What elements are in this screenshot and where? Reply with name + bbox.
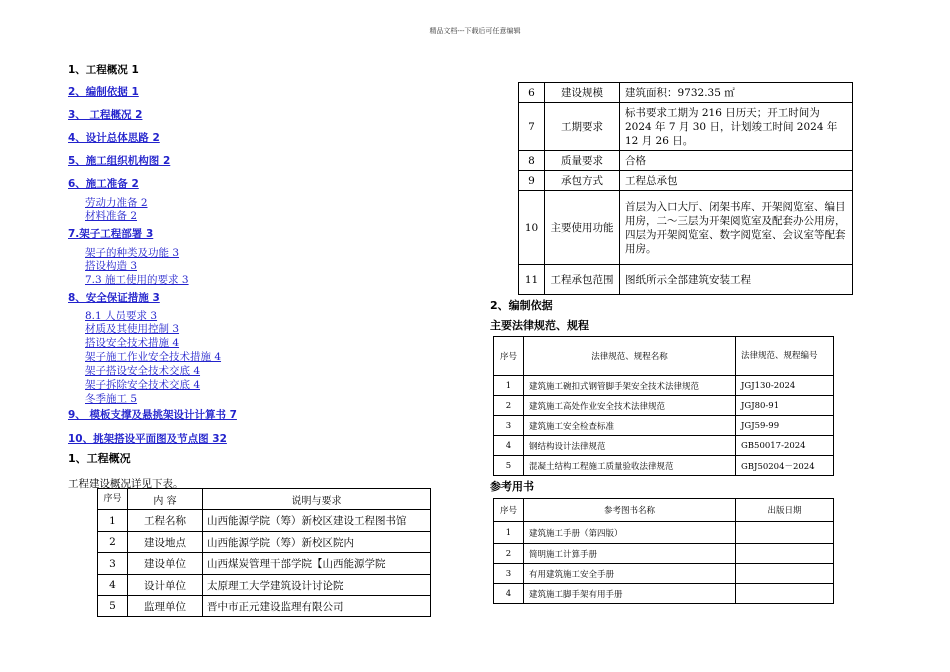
toc-subentry[interactable]: 架子拆除安全技术交底 4 xyxy=(85,379,201,391)
toc-subentry[interactable]: 搭设安全技术措施 4 xyxy=(85,337,180,349)
page-header: 精品文档---下载后可任意编辑 xyxy=(429,27,521,35)
col-header-name: 法律规范、规程名称 xyxy=(524,337,736,376)
table-cell: 质量要求 xyxy=(545,151,620,171)
table-cell: 11 xyxy=(519,265,545,295)
table-header-row xyxy=(494,499,834,522)
toc-subentry[interactable]: 架子的种类及功能 3 xyxy=(85,247,180,259)
toc-entry[interactable]: 6、施工准备 2 xyxy=(68,178,139,190)
table-cell: 建设单位 xyxy=(128,553,203,575)
table-cell: 钢结构设计法律规范 xyxy=(524,436,736,456)
table-cell xyxy=(736,584,834,604)
table-row xyxy=(98,596,431,617)
table-cell: 标书要求工期为 216 日历天；开工时间为 2024 年 7 月 30 日，计划竣工时间 2024 年 12 月 26 日。 xyxy=(620,103,853,151)
table-cell: 主要使用功能 xyxy=(545,191,620,265)
table-cell: 合格 xyxy=(620,151,853,171)
table-cell: 4 xyxy=(494,584,524,604)
table-cell: 有用建筑施工安全手册 xyxy=(524,564,736,584)
toc-subentry[interactable]: 8.1 人员要求 3 xyxy=(85,310,158,322)
table-cell: 建设规模 xyxy=(545,83,620,103)
toc-entry[interactable]: 3、 工程概况 2 xyxy=(68,109,143,121)
laws-heading: 主要法律规范、规程 xyxy=(490,319,589,332)
col-header-date: 出版日期 xyxy=(736,499,834,522)
table-cell: GB50017-2024 xyxy=(736,436,834,456)
table-cell: 8 xyxy=(519,151,545,171)
table-row xyxy=(494,416,834,436)
laws-table xyxy=(493,336,834,476)
table-row xyxy=(519,191,853,265)
table-cell: 山西能源学院（筹）新校区建设工程图书馆 xyxy=(203,510,431,532)
col-header-index: 序号 xyxy=(494,499,524,522)
table-cell: 太原理工大学建筑设计讨论院 xyxy=(203,575,431,596)
table-cell: 山西煤炭管理干部学院【山西能源学院 xyxy=(203,553,431,575)
table-row xyxy=(494,456,834,476)
table-cell: 晋中市正元建设监理有限公司 xyxy=(203,596,431,617)
toc-subentry[interactable]: 搭设构造 3 xyxy=(85,260,138,272)
table-cell: 1 xyxy=(494,522,524,544)
table-cell xyxy=(736,564,834,584)
section-1-heading: 1、工程概况 xyxy=(68,452,131,465)
table-cell xyxy=(736,544,834,564)
table-cell: 3 xyxy=(494,416,524,436)
toc-subentry[interactable]: 7.3 施工使用的要求 3 xyxy=(85,274,189,286)
table-header-row xyxy=(494,337,834,376)
table-cell: 10 xyxy=(519,191,545,265)
section-2-heading: 2、编制依据 xyxy=(490,299,553,312)
table-cell: 监理单位 xyxy=(128,596,203,617)
project-overview-table xyxy=(97,488,431,617)
table-row xyxy=(494,396,834,416)
table-row xyxy=(98,510,431,532)
col-header-title: 参考图书名称 xyxy=(524,499,736,522)
section-1-intro: 工程建设概况详见下表。 xyxy=(68,478,184,490)
col-header-item: 内 容 xyxy=(128,489,203,510)
references-table xyxy=(493,498,834,604)
toc-entry: 1、工程概况 1 xyxy=(68,64,139,76)
table-cell: JGJ130-2024 xyxy=(736,376,834,396)
toc-subentry[interactable]: 材料准备 2 xyxy=(85,210,138,222)
toc-subentry[interactable]: 劳动力准备 2 xyxy=(85,197,148,209)
table-cell: 工程名称 xyxy=(128,510,203,532)
table-row xyxy=(494,564,834,584)
table-cell: 混凝土结构工程施工质量验收法律规范 xyxy=(524,456,736,476)
table-row xyxy=(494,376,834,396)
table-cell: 3 xyxy=(494,564,524,584)
table-cell: 4 xyxy=(98,575,128,596)
table-cell: 图纸所示全部建筑安装工程 xyxy=(620,265,853,295)
toc-entry[interactable]: 9、 模板支撑及悬挑架设计计算书 7 xyxy=(68,409,237,421)
toc-entry[interactable]: 2、编制依据 1 xyxy=(68,86,139,98)
toc-subentry[interactable]: 架子施工作业安全技术措施 4 xyxy=(85,351,222,363)
table-row xyxy=(519,83,853,103)
table-cell: 2 xyxy=(98,532,128,553)
toc-subentry[interactable]: 架子搭设安全技术交底 4 xyxy=(85,365,201,377)
table-cell xyxy=(736,522,834,544)
table-row xyxy=(494,436,834,456)
table-row xyxy=(98,532,431,553)
table-cell: 建筑施工手册（第四版） xyxy=(524,522,736,544)
table-cell: 2 xyxy=(494,544,524,564)
table-row xyxy=(494,544,834,564)
table-cell: 2 xyxy=(494,396,524,416)
col-header-desc: 说明与要求 xyxy=(203,489,431,510)
table-cell: 建筑施工脚手架有用手册 xyxy=(524,584,736,604)
project-overview-table-continued xyxy=(518,82,853,295)
table-row xyxy=(519,171,853,191)
table-row xyxy=(494,584,834,604)
table-cell: 工程承包范围 xyxy=(545,265,620,295)
toc-subentry[interactable]: 材质及其使用控制 3 xyxy=(85,323,180,335)
table-row xyxy=(519,151,853,171)
col-header-index: 序号 xyxy=(98,489,128,510)
table-cell: 建筑面积：9732.35 ㎡ xyxy=(620,83,853,103)
table-cell: 3 xyxy=(98,553,128,575)
table-cell: 建筑施工碗扣式钢管脚手架安全技术法律规范 xyxy=(524,376,736,396)
table-row xyxy=(98,575,431,596)
table-header-row xyxy=(98,489,431,510)
table-cell: 1 xyxy=(494,376,524,396)
table-cell: JGJ80-91 xyxy=(736,396,834,416)
table-cell: 设计单位 xyxy=(128,575,203,596)
toc-entry[interactable]: 10、挑架搭设平面图及节点图 32 xyxy=(68,433,227,445)
table-cell: 4 xyxy=(494,436,524,456)
table-row xyxy=(519,265,853,295)
table-cell: 建筑施工安全检查标准 xyxy=(524,416,736,436)
table-row xyxy=(98,553,431,575)
table-cell: 建设地点 xyxy=(128,532,203,553)
table-row xyxy=(519,103,853,151)
toc-subentry[interactable]: 冬季施工 5 xyxy=(85,393,138,405)
table-cell: 9 xyxy=(519,171,545,191)
refs-heading: 参考用书 xyxy=(490,480,534,493)
table-cell: 7 xyxy=(519,103,545,151)
table-cell: 5 xyxy=(98,596,128,617)
table-cell: 6 xyxy=(519,83,545,103)
table-cell: 承包方式 xyxy=(545,171,620,191)
table-cell: GBJ50204－2024 xyxy=(736,456,834,476)
table-cell: 工期要求 xyxy=(545,103,620,151)
table-cell: JGJ59-99 xyxy=(736,416,834,436)
toc-entry[interactable]: 5、施工组织机构图 2 xyxy=(68,155,171,167)
table-cell: 首层为入口大厅、闭架书库、开架阅览室、编目用房，二～三层为开架阅览室及配套办公用房，四层为开架阅览室、数字阅览室、会议室等配套用房。 xyxy=(620,191,853,265)
table-cell: 山西能源学院（筹）新校区院内 xyxy=(203,532,431,553)
table-row xyxy=(494,522,834,544)
col-header-code: 法律规范、规程编号 xyxy=(736,337,834,376)
col-header-index: 序号 xyxy=(494,337,524,376)
toc-entry[interactable]: 8、安全保证措施 3 xyxy=(68,292,160,304)
table-cell: 5 xyxy=(494,456,524,476)
table-cell: 建筑施工高处作业安全技术法律规范 xyxy=(524,396,736,416)
table-cell: 1 xyxy=(98,510,128,532)
table-cell: 工程总承包 xyxy=(620,171,853,191)
toc-entry[interactable]: 7.架子工程部署 3 xyxy=(68,228,154,240)
toc-entry[interactable]: 4、设计总体思路 2 xyxy=(68,132,160,144)
table-cell: 简明施工计算手册 xyxy=(524,544,736,564)
